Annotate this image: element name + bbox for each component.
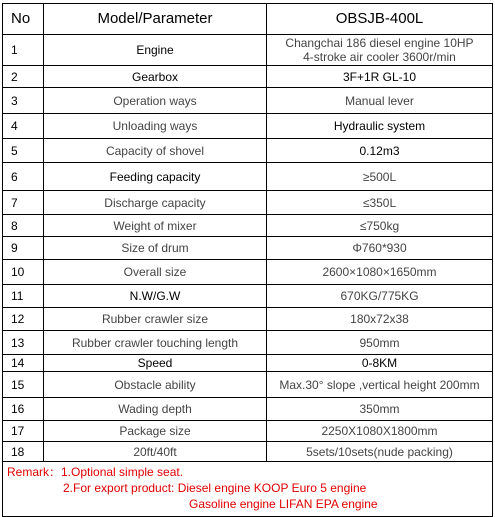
row-value: 2600×1080×1650mm [267, 260, 493, 285]
row-value: ≤350L [267, 191, 493, 215]
row-value [267, 35, 493, 66]
row-no: 6 [3, 163, 44, 191]
row-value: 3F+1R GL-10 [267, 66, 493, 88]
row-value: Hydraulic system [267, 114, 493, 139]
table-row [3, 139, 493, 163]
header-model: OBSJB-400L [267, 4, 493, 35]
row-param: Obstacle ability [44, 372, 267, 398]
remark-line: 2.For export product: Diesel engine KOOP Euro 5 engine [63, 481, 367, 495]
row-value: ≤750kg [267, 215, 493, 237]
row-value-line: Changchai 186 diesel engine 10HP [285, 36, 474, 50]
row-value: Manual lever [267, 88, 493, 114]
table-row [3, 114, 493, 139]
row-no: 8 [3, 215, 44, 237]
row-param: Unloading ways [44, 114, 267, 139]
row-no: 15 [3, 372, 44, 398]
row-param: Engine [44, 35, 267, 66]
header-parameter: Model/Parameter [44, 4, 267, 35]
row-param: Speed [44, 355, 267, 372]
row-no: 9 [3, 237, 44, 260]
table-row [3, 421, 493, 442]
row-value: 0.12m3 [267, 139, 493, 163]
row-value: 350mm [267, 398, 493, 421]
row-param: Gearbox [44, 66, 267, 88]
row-value: 5sets/10sets(nude packing) [267, 442, 493, 462]
row-no: 2 [3, 66, 44, 88]
row-no: 1 [3, 35, 44, 66]
row-value: Φ760*930 [267, 237, 493, 260]
table-row [3, 163, 493, 191]
row-value: 180x72x38 [267, 308, 493, 331]
row-no: 7 [3, 191, 44, 215]
row-param: Discharge capacity [44, 191, 267, 215]
row-param: N.W/G.W [44, 285, 267, 308]
table-row [3, 442, 493, 462]
row-param: 20ft/40ft [44, 442, 267, 462]
table-row [3, 331, 493, 355]
row-value: Max.30° slope ,vertical height 200mm [267, 372, 493, 398]
remark-line: Remark：1.Optional simple seat. [7, 465, 184, 479]
table-row [3, 372, 493, 398]
table-row [3, 285, 493, 308]
row-param: Wading depth [44, 398, 267, 421]
row-param: Rubber crawler touching length [44, 331, 267, 355]
table-row [3, 260, 493, 285]
row-param: Weight of mixer [44, 215, 267, 237]
table-row [3, 35, 493, 66]
table-row [3, 398, 493, 421]
row-value: 670KG/775KG [267, 285, 493, 308]
row-no: 5 [3, 139, 44, 163]
row-value: 0-8KM [267, 355, 493, 372]
spec-table [2, 3, 493, 517]
row-no: 18 [3, 442, 44, 462]
row-no: 3 [3, 88, 44, 114]
row-param: Overall size [44, 260, 267, 285]
header-row [3, 4, 493, 35]
table-row [3, 355, 493, 372]
row-no: 11 [3, 285, 44, 308]
row-no: 14 [3, 355, 44, 372]
row-param: Size of drum [44, 237, 267, 260]
remark-row [3, 462, 493, 517]
row-value: 2250X1080X1800mm [267, 421, 493, 442]
row-param: Package size [44, 421, 267, 442]
row-no: 4 [3, 114, 44, 139]
row-no: 13 [3, 331, 44, 355]
table-row [3, 237, 493, 260]
row-param: Operation ways [44, 88, 267, 114]
table-row [3, 215, 493, 237]
table-row [3, 308, 493, 331]
row-no: 12 [3, 308, 44, 331]
row-value: ≥500L [267, 163, 493, 191]
row-no: 16 [3, 398, 44, 421]
row-param: Capacity of shovel [44, 139, 267, 163]
table-row [3, 88, 493, 114]
row-value: 950mm [267, 331, 493, 355]
table-row [3, 66, 493, 88]
row-no: 17 [3, 421, 44, 442]
row-param: Rubber crawler size [44, 308, 267, 331]
row-param: Feeding capacity [44, 163, 267, 191]
table-row [3, 191, 493, 215]
row-no: 10 [3, 260, 44, 285]
header-no: No [3, 4, 44, 35]
row-value-line: 4-stroke air cooler 3600r/min [303, 50, 456, 64]
remark-line: Gasoline engine LIFAN EPA engine [189, 497, 378, 511]
remark-cell [3, 462, 493, 517]
